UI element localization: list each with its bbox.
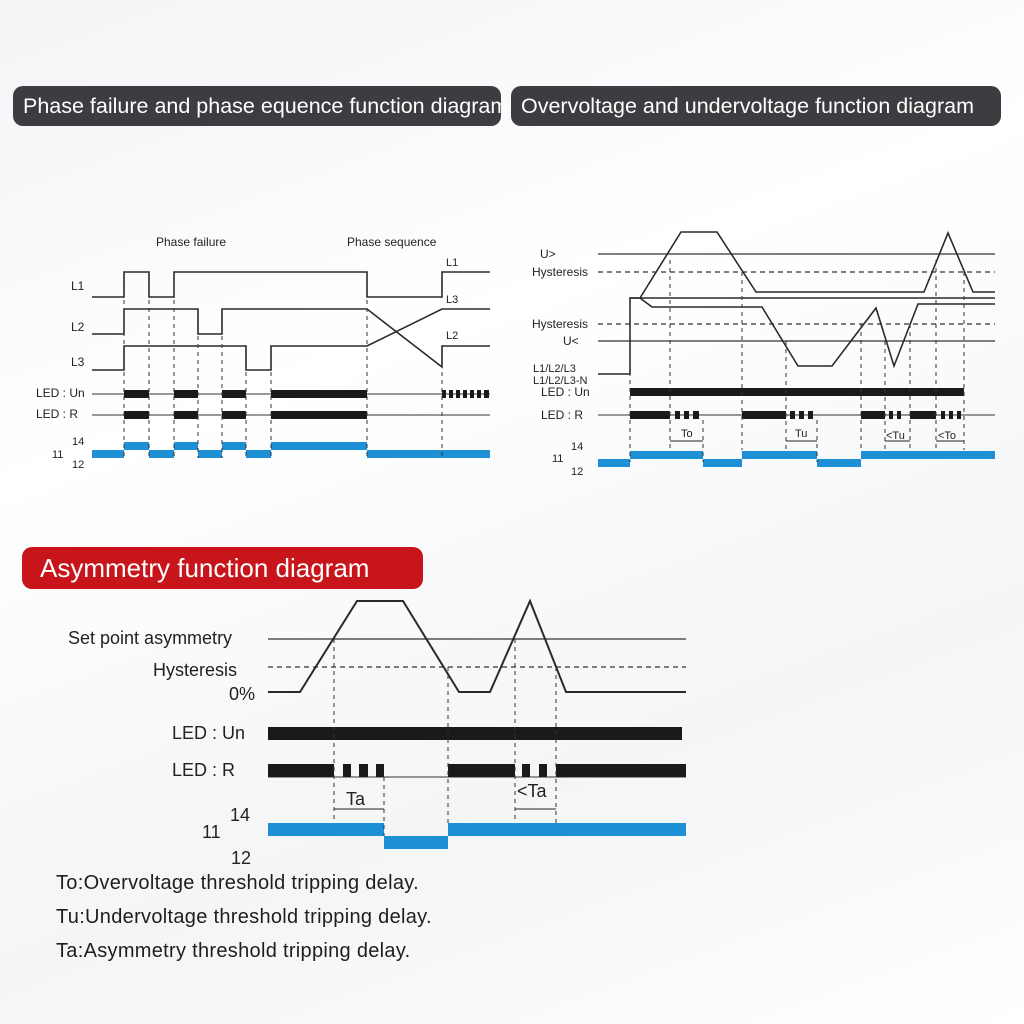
asymmetry-diagram [68,601,686,868]
u-under-label: U< [563,334,579,348]
voltage-diagram [532,232,995,478]
l2-label: L2 [71,320,85,334]
seq-l1-label: L1 [446,257,459,269]
asym-led-un-on [268,727,682,740]
supply-label-1: L1/L2/L3 [533,363,576,375]
voltage-waveform-1 [630,232,995,298]
voltage-led-un-on [630,388,964,396]
phase-led-un-on [222,390,246,398]
u-over-label: U> [540,247,556,261]
voltage-contact-12: 12 [571,466,584,478]
phase-contact-12: 12 [72,459,85,471]
voltage-contact-11: 11 [552,453,564,465]
phase-contact-11: 11 [52,449,64,461]
l3-label: L3 [71,355,85,369]
note-tu: Tu:Undervoltage threshold tripping delay. [56,906,432,928]
lt-ta-label: <Ta [517,781,547,801]
supply-label-2: L1/L2/L3-N [533,375,588,387]
phase-led-r-on [271,411,367,419]
phase-contact-14: 14 [72,436,85,448]
voltage-led-r-label: LED : R [541,408,584,422]
phase-led-r-on [174,411,198,419]
voltage-relay-output [598,451,995,467]
phase-led-un-on [271,390,367,398]
voltage-led-r-flashing [675,411,699,419]
note-ta: Ta:Asymmetry threshold tripping delay. [56,940,411,962]
voltage-led-r-on [630,411,670,419]
hysteresis-top-label: Hysteresis [532,265,589,279]
asym-contact-11: 11 [202,822,221,842]
phase-diagram [36,235,490,471]
voltage-led-r-on [742,411,786,419]
asymmetry-waveform [268,601,686,692]
voltage-led-r-flashing [790,411,813,419]
lt-to-label: <To [938,430,957,442]
l2-waveform [92,309,490,367]
asym-led-r-label: LED : R [172,760,236,780]
asym-led-r-on [268,764,334,777]
asymmetry-diagram-header: Asymmetry function diagram [22,547,423,589]
phase-sequence-label: Phase sequence [347,235,437,249]
l1-waveform [92,272,490,297]
voltage-led-un-label: LED : Un [541,385,590,399]
asym-led-r-flashing [343,764,384,777]
voltage-led-r-on [910,411,936,419]
phase-transition-markers [124,300,442,458]
asym-contact-12: 12 [231,848,252,868]
asym-led-un-label: LED : Un [172,723,246,743]
phase-led-r-on [222,411,246,419]
lt-tu-label: <Tu [886,430,905,442]
tu-label: Tu [795,428,808,440]
seq-l2-label: L2 [446,330,459,342]
l3-waveform [92,309,490,370]
set-point-label: Set point asymmetry [68,628,233,648]
voltage-contact-14: 14 [571,441,584,453]
phase-failure-label: Phase failure [156,235,227,249]
phase-led-un-on [124,390,149,398]
to-label: To [681,428,693,440]
asym-contact-14: 14 [230,805,251,825]
note-to: To:Overvoltage threshold tripping delay. [56,872,419,894]
seq-l3-label: L3 [446,294,459,306]
phase-led-un-label: LED : Un [36,386,85,400]
voltage-waveform-2 [640,298,995,366]
voltage-led-r-flashing [941,411,961,419]
asym-led-r-on [448,764,515,777]
ta-label: Ta [346,789,366,809]
l1-label: L1 [71,279,85,293]
phase-led-r-label: LED : R [36,407,79,421]
asym-led-r-flashing [522,764,547,777]
zero-percent-label: 0% [229,684,256,704]
phase-led-r-on [124,411,149,419]
asym-relay-output [268,823,686,849]
phase-diagram-header: Phase failure and phase equence function diagram [13,86,501,126]
phase-relay-output [92,442,490,458]
voltage-diagram-header: Overvoltage and undervoltage function diagram [511,86,1001,126]
hysteresis-bottom-label: Hysteresis [532,317,589,331]
voltage-led-r-on [861,411,885,419]
phase-led-un-on [174,390,198,398]
asym-hysteresis-label: Hysteresis [153,660,238,680]
asym-led-r-on [556,764,686,777]
